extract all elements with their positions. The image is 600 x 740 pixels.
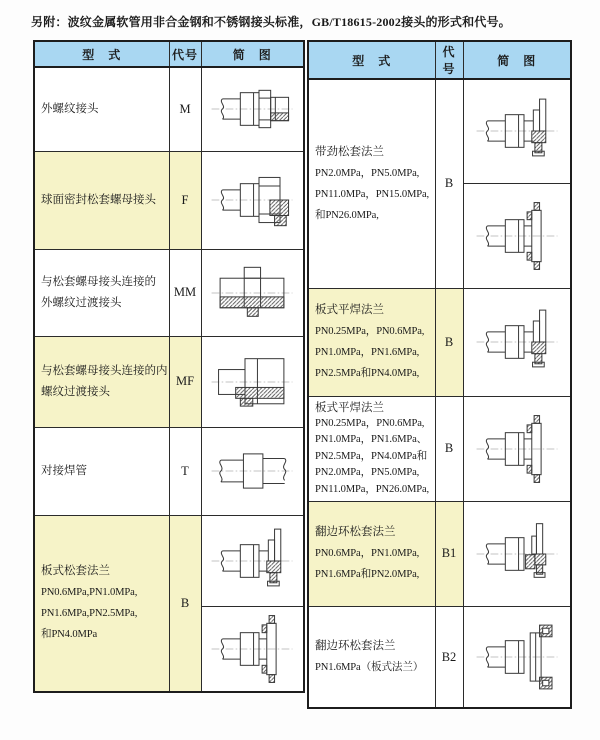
pressure-rating-line: PN2.0MPa，PN5.0MPa, (315, 467, 420, 479)
diagram-cell (201, 67, 304, 151)
left-fitting-table (33, 40, 305, 693)
fitting-type-label: 外螺纹接头 (41, 102, 99, 115)
table-row (308, 396, 571, 501)
pressure-rating-line: PN2.0MPa，PN5.0MPa, (315, 167, 420, 179)
header-row (308, 41, 571, 79)
column-header-type: 型 式 (308, 41, 435, 79)
pressure-rating-line: 和PN26.0MPa, (315, 209, 379, 221)
code-cell: M (169, 67, 201, 151)
pressure-rating-line: PN1.6MPa（板式法兰） (315, 662, 424, 674)
plate-loose-flange-diagram-upper (205, 526, 299, 596)
fitting-type-label: 外螺纹过渡接头 (41, 296, 122, 309)
fitting-type-label: 球面密封松套螺母接头 (41, 193, 156, 206)
pressure-rating-line: PN0.6MPa，PN1.0MPa, (315, 548, 420, 560)
flanged-ring-loose-flange-b2-diagram (470, 622, 564, 692)
fitting-type-label: 与松套螺母接头连接的内 (41, 364, 168, 377)
spherical-seal-swivel-nut-diagram (205, 165, 299, 235)
internal-thread-adapter-diagram (205, 347, 299, 417)
code-cell: MF (169, 336, 201, 427)
pressure-rating-line: PN0.6MPa,PN1.0MPa, (41, 587, 138, 599)
table-row (34, 427, 304, 515)
necked-loose-flange-diagram-upper (470, 96, 564, 166)
flanged-ring-loose-flange-b1-diagram (470, 519, 564, 589)
type-cell (34, 249, 169, 336)
header-row (34, 41, 304, 67)
code-cell: B (169, 515, 201, 692)
type-cell (308, 606, 435, 708)
column-header-diagram: 简 图 (463, 41, 571, 79)
diagram-cell (463, 501, 571, 606)
code-cell: B (435, 288, 463, 396)
fitting-type-label: 板式平焊法兰 (315, 304, 384, 316)
diagram-cell (201, 606, 304, 692)
pressure-rating-line: PN1.0MPa，PN1.6MPa, (315, 347, 420, 358)
diagram-cell (463, 606, 571, 708)
pressure-rating-line: PN2.5MPa，PN4.0MPa和 (315, 450, 428, 462)
pressure-rating-line: PN0.25MPa，PN0.6MPa, (315, 326, 425, 337)
type-cell (34, 427, 169, 515)
type-cell (308, 501, 435, 606)
pressure-rating-line: 和PN4.0MPa (41, 629, 98, 641)
code-cell: B (435, 396, 463, 501)
fitting-type-label: 翻边环松套法兰 (315, 640, 396, 653)
code-cell: B2 (435, 606, 463, 708)
column-header-diagram: 简 图 (201, 41, 304, 67)
pressure-rating-line: PN1.0MPa，PN1.6MPa、 (315, 434, 428, 446)
diagram-cell (463, 288, 571, 396)
male-thread-fitting-diagram (205, 74, 299, 144)
fitting-type-label: 螺纹过渡接头 (41, 385, 110, 398)
table-row (34, 151, 304, 249)
pressure-rating-line: PN1.6MPa,PN2.5MPa, (41, 608, 138, 620)
type-cell (308, 396, 435, 501)
type-cell (34, 151, 169, 249)
diagram-cell (463, 183, 571, 288)
plate-weld-flange-full-diagram (470, 414, 564, 484)
diagram-cell (201, 336, 304, 427)
table-row (308, 501, 571, 606)
plate-weld-flange-diagram (470, 307, 564, 377)
table-row (308, 79, 571, 183)
butt-weld-pipe-diagram (205, 436, 299, 506)
plate-loose-flange-diagram-lower (205, 614, 299, 684)
code-cell: T (169, 427, 201, 515)
fitting-type-label: 翻边环松套法兰 (315, 526, 396, 539)
fitting-type-label: 带劲松套法兰 (315, 145, 384, 158)
type-cell (34, 67, 169, 151)
code-cell: B1 (435, 501, 463, 606)
code-cell: B (435, 79, 463, 288)
type-cell (34, 515, 169, 692)
table-row (308, 606, 571, 708)
type-cell (308, 79, 435, 288)
diagram-cell (201, 515, 304, 606)
table-row (308, 288, 571, 396)
pressure-rating-line: PN0.25MPa，PN0.6MPa, (315, 417, 425, 429)
diagram-cell (463, 396, 571, 501)
code-cell: MM (169, 249, 201, 336)
column-header-type: 型 式 (34, 41, 169, 67)
fitting-tables (33, 40, 572, 709)
fitting-type-label: 板式松套法兰 (41, 565, 110, 578)
pressure-rating-line: PN1.6MPa和PN2.0MPa, (315, 569, 420, 581)
pressure-rating-line: PN11.0MPa，PN26.0MPa, (315, 483, 430, 495)
table-row (34, 249, 304, 336)
external-thread-adapter-diagram (205, 258, 299, 328)
column-header-code: 代号 (435, 41, 463, 79)
pressure-rating-line: PN2.5MPa和PN4.0MPa, (315, 368, 420, 379)
pressure-rating-line: PN11.0MPa，PN15.0MPa, (315, 188, 430, 200)
table-row (34, 67, 304, 151)
fitting-type-label: 板式平焊法兰 (315, 401, 384, 414)
table-row (34, 336, 304, 427)
type-cell (308, 288, 435, 396)
code-cell: F (169, 151, 201, 249)
diagram-cell (201, 249, 304, 336)
page-title: 另附：波纹金属软管用非合金钢和不锈钢接头标准，GB/T18615-2002接头的形式和代号。 (31, 15, 511, 29)
right-fitting-table (307, 40, 572, 709)
diagram-cell (463, 79, 571, 183)
fitting-type-label: 与松套螺母接头连接的 (41, 275, 156, 288)
diagram-cell (201, 427, 304, 515)
table-row (34, 515, 304, 606)
necked-loose-flange-diagram-lower (470, 201, 564, 271)
diagram-cell (201, 151, 304, 249)
type-cell (34, 336, 169, 427)
fitting-type-label: 对接焊管 (41, 464, 87, 477)
column-header-code: 代号 (169, 41, 201, 67)
